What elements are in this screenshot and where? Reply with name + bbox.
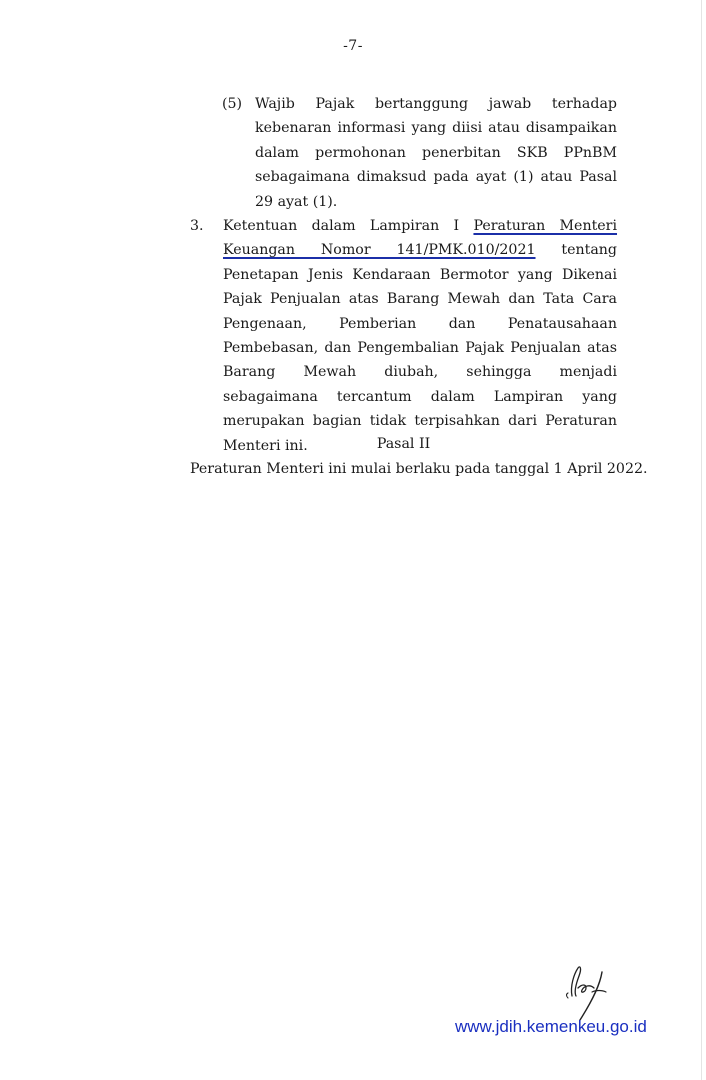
- page-number: -7-: [343, 38, 363, 54]
- item-5-number: (5): [222, 96, 243, 112]
- pasal-ii-text: Peraturan Menteri ini mulai berlaku pada tanggal 1 April 2022.: [190, 461, 648, 477]
- item-3-text-after: tentang Penetapan Jenis Kendaraan Bermotor yang Dikenai Pajak Penjualan atas Barang Mewah dan Tata Cara Pengenaan, Pemberian dan Penatausahaan Pembebasan, dan Pengembalian Pajak Penjualan atas Barang Mewah diubah, sehingga menjadi sebagaimana tercantum dalam Lampiran yang merupakan bagian tidak terpisahkan dari Peraturan Menteri ini.: [223, 242, 617, 454]
- item-3-text: [223, 214, 617, 458]
- pasal-ii-title: Pasal II: [376, 436, 431, 452]
- item-3: [190, 214, 617, 458]
- item-5-text: Wajib Pajak bertanggung jawab terhadap kebenaran informasi yang diisi atau disampaikan dalam permohonan penerbitan SKB PPnBM sebagaimana dimaksud pada ayat (1) atau Pasal 29 ayat (1).: [255, 96, 617, 210]
- regulation-link[interactable]: Peraturan Menteri Keuangan Nomor 141/PMK.010/2021: [223, 218, 618, 259]
- item-3-text-before: Ketentuan dalam Lampiran I: [223, 218, 474, 234]
- item-3-number: 3.: [190, 218, 204, 234]
- website-link[interactable]: www.jdih.kemenkeu.go.id: [455, 1017, 647, 1036]
- paraf-signature-icon: [562, 962, 616, 1024]
- page-edge-line: [701, 0, 702, 1080]
- item-5: [222, 92, 617, 214]
